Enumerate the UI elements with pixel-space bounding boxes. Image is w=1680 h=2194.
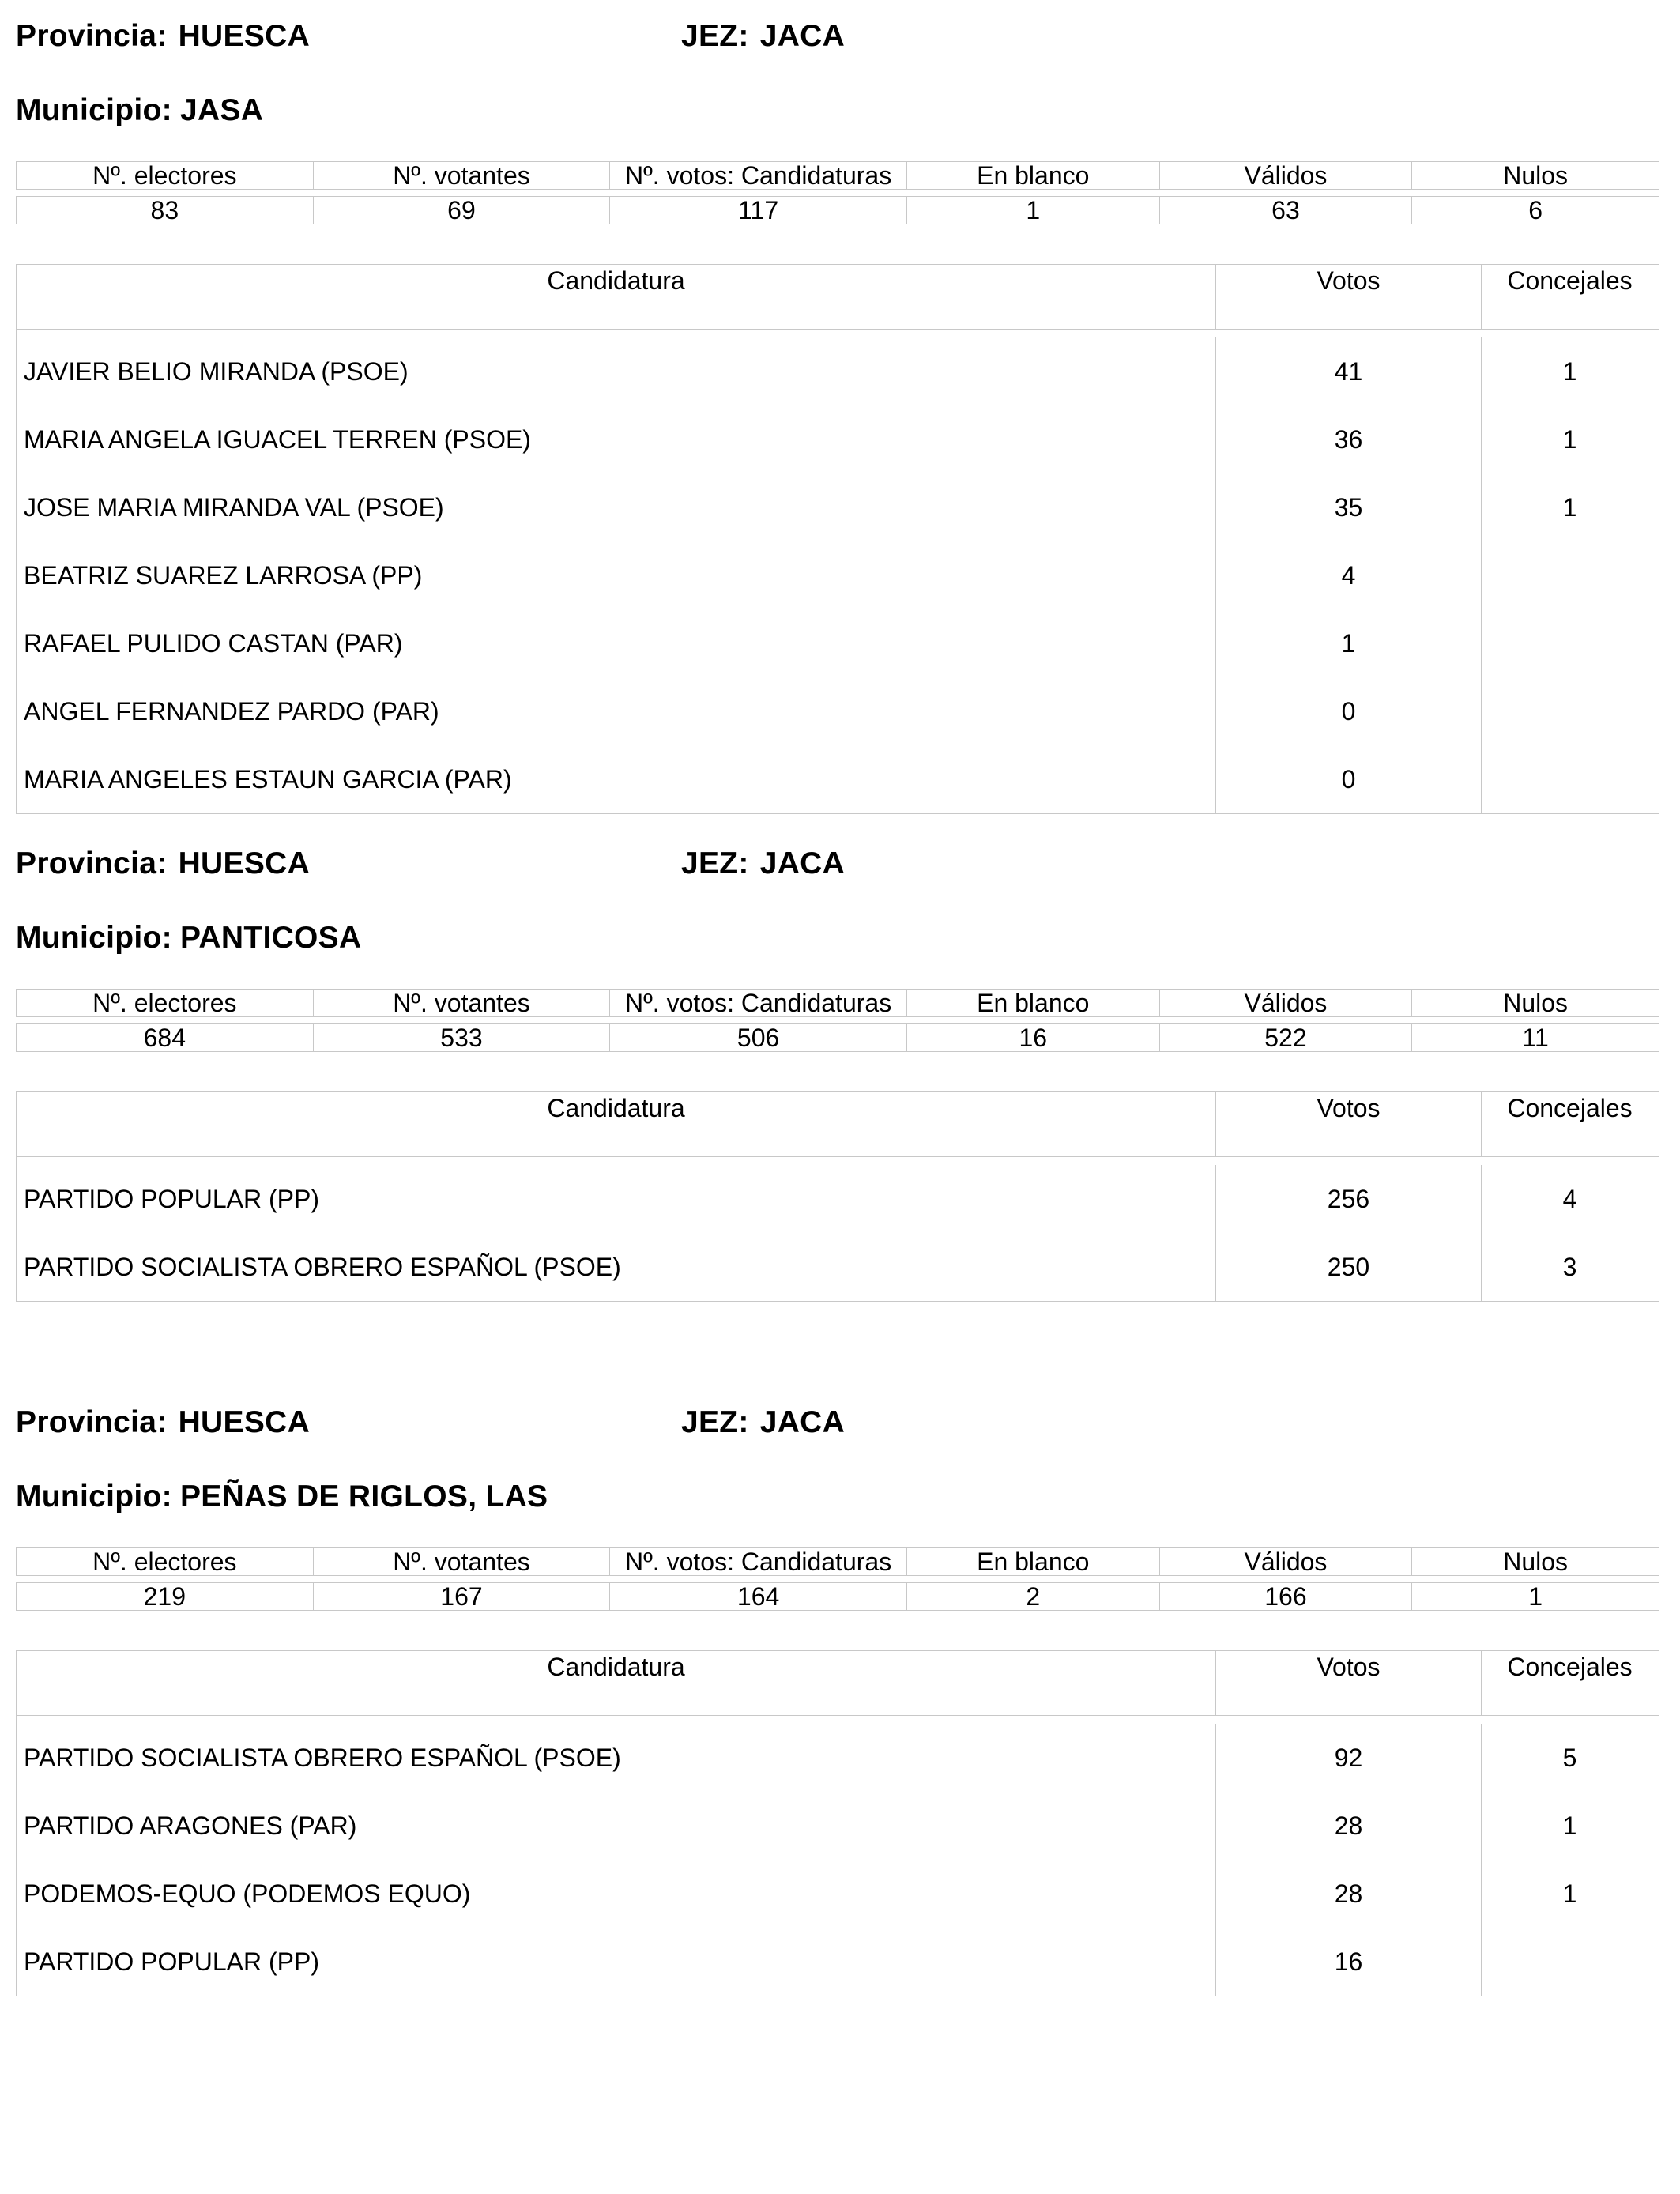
candidate-votes: 0 <box>1216 745 1482 813</box>
candidate-row <box>17 1233 1659 1301</box>
candidate-row <box>17 1724 1659 1792</box>
summary-header-cell: Nulos <box>1503 990 1569 1016</box>
summary-value-cell: 117 <box>610 197 907 224</box>
candidate-name: MARIA ANGELA IGUACEL TERREN (PSOE) <box>17 405 1216 473</box>
summary-table <box>16 989 1659 1052</box>
provincia-label: Provincia: <box>16 19 168 53</box>
candidate-name: PARTIDO SOCIALISTA OBRERO ESPAÑOL (PSOE) <box>17 1724 1216 1792</box>
candidate-concejales <box>1482 1928 1658 1996</box>
candidates-body <box>17 330 1659 813</box>
summary-value-cell: 83 <box>17 197 314 224</box>
candidate-row <box>17 677 1659 745</box>
jez-header <box>681 1407 845 1438</box>
jez-header <box>681 848 845 879</box>
votos-header: Votos <box>1216 1651 1482 1715</box>
candidate-concejales <box>1482 609 1658 677</box>
summary-value-cell: 69 <box>314 197 611 224</box>
municipio-value: JASA <box>179 93 264 127</box>
candidate-votes: 35 <box>1216 473 1482 541</box>
summary-value-cell: 506 <box>610 1024 907 1051</box>
candidates-body <box>17 1716 1659 1996</box>
candidate-row <box>17 1792 1659 1860</box>
summary-value-cell: 522 <box>1160 1024 1413 1051</box>
jez-label: JEZ: <box>681 19 749 53</box>
summary-value-cell: 1 <box>907 197 1160 224</box>
candidate-row <box>17 609 1659 677</box>
candidate-votes: 16 <box>1216 1928 1482 1996</box>
candidate-row <box>17 1860 1659 1928</box>
candidate-votes: 250 <box>1216 1233 1482 1301</box>
candidate-row <box>17 337 1659 405</box>
candidate-votes: 4 <box>1216 541 1482 609</box>
summary-header-cell: Nº. votos: Candidaturas <box>610 1548 907 1575</box>
provincia-label: Provincia: <box>16 846 168 880</box>
candidate-concejales: 1 <box>1562 1811 1577 1840</box>
summary-values-row <box>16 196 1659 224</box>
candidate-row <box>17 1165 1659 1233</box>
candidate-votes: 41 <box>1216 337 1482 405</box>
jez-value: JACA <box>759 1405 846 1439</box>
municipio-header <box>16 95 263 126</box>
candidate-concejales: 5 <box>1562 1744 1577 1772</box>
summary-values-row <box>16 1582 1659 1611</box>
jez-value: JACA <box>759 846 846 880</box>
summary-value-cell: 1 <box>1528 1583 1543 1610</box>
jez-value: JACA <box>759 19 846 53</box>
candidate-row <box>17 745 1659 813</box>
candidate-concejales: 4 <box>1562 1185 1577 1213</box>
candidate-name: PARTIDO POPULAR (PP) <box>17 1165 1216 1233</box>
summary-value-cell: 6 <box>1528 197 1543 224</box>
candidate-row <box>17 1928 1659 1996</box>
candidates-header-row <box>17 1651 1659 1716</box>
summary-header-cell: Nulos <box>1503 162 1569 189</box>
provincia-header <box>16 1407 310 1438</box>
jez-label: JEZ: <box>681 1405 749 1439</box>
candidatura-header: Candidatura <box>17 1092 1216 1156</box>
summary-value-cell: 684 <box>17 1024 314 1051</box>
candidate-row <box>17 473 1659 541</box>
candidate-name: BEATRIZ SUAREZ LARROSA (PP) <box>17 541 1216 609</box>
summary-header-cell: Nº. electores <box>17 1548 314 1575</box>
concejales-header: Concejales <box>1507 1653 1633 1681</box>
candidates-body <box>17 1157 1659 1301</box>
candidate-row <box>17 541 1659 609</box>
candidate-votes: 256 <box>1216 1165 1482 1233</box>
summary-header-row <box>16 989 1659 1017</box>
jez-label: JEZ: <box>681 846 749 880</box>
candidate-name: ANGEL FERNANDEZ PARDO (PAR) <box>17 677 1216 745</box>
candidate-name: PARTIDO POPULAR (PP) <box>17 1928 1216 1996</box>
candidates-table <box>16 1650 1659 1996</box>
candidate-votes: 1 <box>1216 609 1482 677</box>
summary-value-cell: 2 <box>907 1583 1160 1610</box>
candidates-header-row <box>17 265 1659 330</box>
candidate-concejales: 3 <box>1562 1253 1577 1281</box>
summary-header-cell: Válidos <box>1160 1548 1413 1575</box>
candidates-table <box>16 264 1659 814</box>
summary-value-cell: 167 <box>314 1583 611 1610</box>
municipio-value: PEÑAS DE RIGLOS, LAS <box>179 1480 548 1514</box>
municipio-label: Municipio: <box>16 921 172 955</box>
provincia-value: HUESCA <box>178 846 311 880</box>
summary-header-cell: En blanco <box>907 1548 1160 1575</box>
candidate-name: JAVIER BELIO MIRANDA (PSOE) <box>17 337 1216 405</box>
summary-header-cell: Nº. votos: Candidaturas <box>610 162 907 189</box>
summary-table <box>16 1547 1659 1611</box>
candidate-name: RAFAEL PULIDO CASTAN (PAR) <box>17 609 1216 677</box>
summary-value-cell: 533 <box>314 1024 611 1051</box>
candidate-name: JOSE MARIA MIRANDA VAL (PSOE) <box>17 473 1216 541</box>
candidate-concejales: 1 <box>1562 1879 1577 1908</box>
candidate-concejales <box>1482 745 1658 813</box>
summary-header-row <box>16 1547 1659 1576</box>
candidate-votes: 36 <box>1216 405 1482 473</box>
summary-header-cell: Nº. votos: Candidaturas <box>610 990 907 1016</box>
candidate-concejales: 1 <box>1562 493 1577 522</box>
candidate-votes: 0 <box>1216 677 1482 745</box>
summary-header-cell: Nº. votantes <box>314 1548 611 1575</box>
municipio-label: Municipio: <box>16 93 172 127</box>
candidatura-header: Candidatura <box>17 1651 1216 1715</box>
municipio-label: Municipio: <box>16 1480 172 1514</box>
provincia-value: HUESCA <box>178 19 311 53</box>
summary-values-row <box>16 1023 1659 1052</box>
concejales-header: Concejales <box>1507 266 1633 295</box>
concejales-header: Concejales <box>1507 1094 1633 1122</box>
candidate-concejales: 1 <box>1562 425 1577 454</box>
votos-header: Votos <box>1216 265 1482 329</box>
summary-header-cell: Nulos <box>1503 1548 1569 1575</box>
municipio-value: PANTICOSA <box>179 921 362 955</box>
candidate-name: PARTIDO ARAGONES (PAR) <box>17 1792 1216 1860</box>
summary-value-cell: 16 <box>907 1024 1160 1051</box>
jez-header <box>681 21 845 51</box>
candidates-header-row <box>17 1092 1659 1157</box>
summary-header-row <box>16 161 1659 190</box>
summary-header-cell: Nº. electores <box>17 990 314 1016</box>
provincia-value: HUESCA <box>178 1405 311 1439</box>
summary-header-cell: Válidos <box>1160 162 1413 189</box>
summary-header-cell: Nº. votantes <box>314 162 611 189</box>
summary-header-cell: Válidos <box>1160 990 1413 1016</box>
summary-value-cell: 166 <box>1160 1583 1413 1610</box>
summary-header-cell: Nº. electores <box>17 162 314 189</box>
provincia-label: Provincia: <box>16 1405 168 1439</box>
summary-value-cell: 11 <box>1522 1024 1549 1051</box>
candidate-votes: 92 <box>1216 1724 1482 1792</box>
summary-table <box>16 161 1659 224</box>
candidate-name: PODEMOS-EQUO (PODEMOS EQUO) <box>17 1860 1216 1928</box>
summary-value-cell: 219 <box>17 1583 314 1610</box>
summary-header-cell: Nº. votantes <box>314 990 611 1016</box>
votos-header: Votos <box>1216 1092 1482 1156</box>
provincia-header <box>16 848 310 879</box>
municipio-header <box>16 922 361 953</box>
candidate-row <box>17 405 1659 473</box>
candidate-concejales <box>1482 677 1658 745</box>
summary-value-cell: 164 <box>610 1583 907 1610</box>
municipio-header <box>16 1481 548 1512</box>
candidate-votes: 28 <box>1216 1792 1482 1860</box>
summary-header-cell: En blanco <box>907 162 1160 189</box>
candidate-concejales: 1 <box>1562 357 1577 386</box>
candidate-concejales <box>1482 541 1658 609</box>
candidatura-header: Candidatura <box>17 265 1216 329</box>
summary-header-cell: En blanco <box>907 990 1160 1016</box>
candidate-votes: 28 <box>1216 1860 1482 1928</box>
summary-value-cell: 63 <box>1160 197 1413 224</box>
candidate-name: MARIA ANGELES ESTAUN GARCIA (PAR) <box>17 745 1216 813</box>
candidate-name: PARTIDO SOCIALISTA OBRERO ESPAÑOL (PSOE) <box>17 1233 1216 1301</box>
candidates-table <box>16 1091 1659 1302</box>
provincia-header <box>16 21 310 51</box>
